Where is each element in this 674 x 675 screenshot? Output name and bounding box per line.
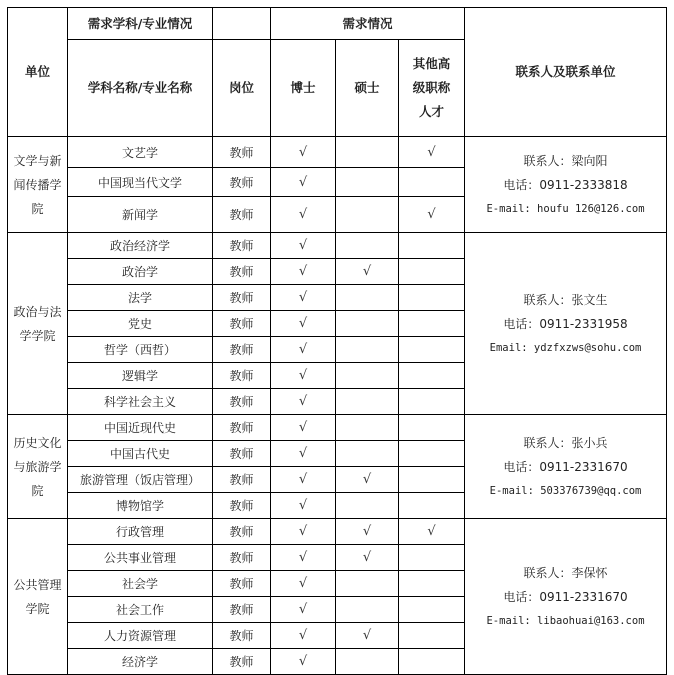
- check-mark-icon: √: [298, 207, 308, 222]
- subject-name: 政治经济学: [68, 233, 213, 259]
- table-row: [8, 519, 667, 545]
- header-blank: [213, 8, 271, 40]
- phd-mark: [271, 441, 336, 467]
- contact-email: Email: ydzfxzws@sohu.com: [489, 341, 642, 354]
- contact-person: 联系人：李保怀: [523, 565, 608, 580]
- other-mark: [399, 441, 465, 467]
- check-mark-icon: √: [298, 238, 308, 253]
- check-mark-icon: √: [298, 472, 308, 487]
- phd-mark: [271, 545, 336, 571]
- other-mark: [399, 168, 465, 197]
- position-cell: 教师: [213, 197, 271, 233]
- position-cell: 教师: [213, 389, 271, 415]
- other-mark: [399, 233, 465, 259]
- other-mark: [399, 571, 465, 597]
- check-mark-icon: √: [362, 524, 372, 539]
- phd-mark: [271, 197, 336, 233]
- header-phd: 博士: [271, 40, 336, 137]
- master-mark: [336, 137, 399, 168]
- master-mark: [336, 493, 399, 519]
- check-mark-icon: √: [298, 550, 308, 565]
- position-cell: 教师: [213, 441, 271, 467]
- header-other: 其他高级职称人才: [399, 40, 465, 137]
- other-mark: [399, 415, 465, 441]
- unit-name: 历史文化与旅游学院: [8, 415, 68, 519]
- master-mark: [336, 168, 399, 197]
- contact-email: E-mail: libaohuai@163.com: [486, 614, 645, 627]
- other-mark: [399, 623, 465, 649]
- subject-name: 中国古代史: [68, 441, 213, 467]
- master-mark: [336, 467, 399, 493]
- master-mark: [336, 571, 399, 597]
- contact-email: E-mail: houfu 126@126.com: [486, 202, 645, 215]
- other-mark: [399, 311, 465, 337]
- unit-name: 公共管理学院: [8, 519, 68, 675]
- phd-mark: [271, 597, 336, 623]
- subject-name: 行政管理: [68, 519, 213, 545]
- check-mark-icon: √: [298, 498, 308, 513]
- phd-mark: [271, 623, 336, 649]
- other-mark: [399, 389, 465, 415]
- contact-person: 联系人：张文生: [523, 292, 608, 307]
- subject-name: 中国现当代文学: [68, 168, 213, 197]
- other-mark: [399, 259, 465, 285]
- contact-info: [465, 519, 667, 675]
- check-mark-icon: √: [298, 144, 308, 160]
- master-mark: [336, 363, 399, 389]
- contact-person: 联系人：张小兵: [523, 435, 608, 450]
- master-mark: [336, 259, 399, 285]
- master-mark: [336, 545, 399, 571]
- master-mark: [336, 389, 399, 415]
- phd-mark: [271, 571, 336, 597]
- contact-info: [465, 415, 667, 519]
- check-mark-icon: √: [298, 654, 308, 669]
- check-mark-icon: √: [427, 207, 436, 222]
- subject-name: 旅游管理（饭店管理）: [68, 467, 213, 493]
- subject-name: 经济学: [68, 649, 213, 675]
- subject-name: 人力资源管理: [68, 623, 213, 649]
- check-mark-icon: √: [362, 628, 372, 643]
- other-mark: [399, 493, 465, 519]
- other-mark: [399, 519, 465, 545]
- check-mark-icon: √: [298, 576, 308, 591]
- header-position: 岗位: [213, 40, 271, 137]
- master-mark: [336, 337, 399, 363]
- contact-person: 联系人：梁向阳: [523, 153, 608, 168]
- master-mark: [336, 233, 399, 259]
- check-mark-icon: √: [298, 420, 308, 435]
- master-mark: [336, 649, 399, 675]
- position-cell: 教师: [213, 363, 271, 389]
- master-mark: [336, 623, 399, 649]
- table-row: [8, 233, 667, 259]
- master-mark: [336, 285, 399, 311]
- master-mark: [336, 415, 399, 441]
- table-row: [8, 415, 667, 441]
- check-mark-icon: √: [298, 368, 308, 383]
- check-mark-icon: √: [298, 290, 308, 305]
- check-mark-icon: √: [298, 628, 308, 643]
- check-mark-icon: √: [298, 524, 308, 539]
- position-cell: 教师: [213, 285, 271, 311]
- position-cell: 教师: [213, 311, 271, 337]
- position-cell: 教师: [213, 623, 271, 649]
- check-mark-icon: √: [298, 342, 308, 357]
- subject-name: 逻辑学: [68, 363, 213, 389]
- position-cell: 教师: [213, 168, 271, 197]
- phd-mark: [271, 519, 336, 545]
- phd-mark: [271, 168, 336, 197]
- other-mark: [399, 467, 465, 493]
- subject-name: 党史: [68, 311, 213, 337]
- check-mark-icon: √: [298, 446, 308, 461]
- header-demand-group: 需求情况: [271, 8, 465, 40]
- subject-name: 哲学（西哲）: [68, 337, 213, 363]
- position-cell: 教师: [213, 137, 271, 168]
- other-mark: [399, 545, 465, 571]
- position-cell: 教师: [213, 233, 271, 259]
- position-cell: 教师: [213, 571, 271, 597]
- contact-info: [465, 233, 667, 415]
- subject-name: 社会工作: [68, 597, 213, 623]
- other-mark: [399, 649, 465, 675]
- position-cell: 教师: [213, 337, 271, 363]
- subject-name: 公共事业管理: [68, 545, 213, 571]
- position-cell: 教师: [213, 467, 271, 493]
- other-mark: [399, 197, 465, 233]
- contact-email: E-mail: 503376739@qq.com: [489, 484, 642, 497]
- phd-mark: [271, 137, 336, 168]
- check-mark-icon: √: [427, 524, 436, 539]
- phd-mark: [271, 337, 336, 363]
- contact-info: [465, 137, 667, 233]
- phd-mark: [271, 259, 336, 285]
- subject-name: 中国近现代史: [68, 415, 213, 441]
- master-mark: [336, 197, 399, 233]
- header-unit: 单位: [8, 8, 68, 137]
- subject-name: 博物馆学: [68, 493, 213, 519]
- phd-mark: [271, 285, 336, 311]
- table-body: [8, 137, 667, 675]
- unit-name: 文学与新闻传播学院: [8, 137, 68, 233]
- position-cell: 教师: [213, 519, 271, 545]
- recruitment-table: [7, 7, 667, 675]
- check-mark-icon: √: [298, 316, 308, 331]
- other-mark: [399, 337, 465, 363]
- check-mark-icon: √: [298, 394, 308, 409]
- check-mark-icon: √: [298, 174, 308, 190]
- check-mark-icon: √: [362, 472, 372, 487]
- position-cell: 教师: [213, 597, 271, 623]
- header-subject-name: 学科名称/专业名称: [68, 40, 213, 137]
- header-subject-group: 需求学科/专业情况: [68, 8, 213, 40]
- phd-mark: [271, 233, 336, 259]
- table-row: [8, 137, 667, 168]
- master-mark: [336, 597, 399, 623]
- master-mark: [336, 441, 399, 467]
- header-master: 硕士: [336, 40, 399, 137]
- other-mark: [399, 137, 465, 168]
- contact-phone: 电话：0911-2331670: [503, 589, 628, 604]
- subject-name: 政治学: [68, 259, 213, 285]
- subject-name: 科学社会主义: [68, 389, 213, 415]
- phd-mark: [271, 493, 336, 519]
- other-mark: [399, 363, 465, 389]
- phd-mark: [271, 467, 336, 493]
- subject-name: 法学: [68, 285, 213, 311]
- contact-phone: 电话：0911-2331958: [503, 316, 628, 331]
- position-cell: 教师: [213, 259, 271, 285]
- other-mark: [399, 285, 465, 311]
- check-mark-icon: √: [298, 602, 308, 617]
- subject-name: 社会学: [68, 571, 213, 597]
- phd-mark: [271, 363, 336, 389]
- position-cell: 教师: [213, 649, 271, 675]
- header-contact: 联系人及联系单位: [465, 8, 667, 137]
- master-mark: [336, 519, 399, 545]
- check-mark-icon: √: [362, 264, 372, 279]
- subject-name: 文艺学: [68, 137, 213, 168]
- phd-mark: [271, 311, 336, 337]
- contact-phone: 电话：0911-2331670: [503, 459, 628, 474]
- unit-name: 政治与法学学院: [8, 233, 68, 415]
- phd-mark: [271, 649, 336, 675]
- check-mark-icon: √: [298, 264, 308, 279]
- contact-phone: 电话：0911-2333818: [503, 177, 628, 192]
- master-mark: [336, 311, 399, 337]
- check-mark-icon: √: [362, 550, 372, 565]
- check-mark-icon: √: [427, 144, 436, 160]
- position-cell: 教师: [213, 545, 271, 571]
- position-cell: 教师: [213, 493, 271, 519]
- phd-mark: [271, 389, 336, 415]
- subject-name: 新闻学: [68, 197, 213, 233]
- position-cell: 教师: [213, 415, 271, 441]
- phd-mark: [271, 415, 336, 441]
- other-mark: [399, 597, 465, 623]
